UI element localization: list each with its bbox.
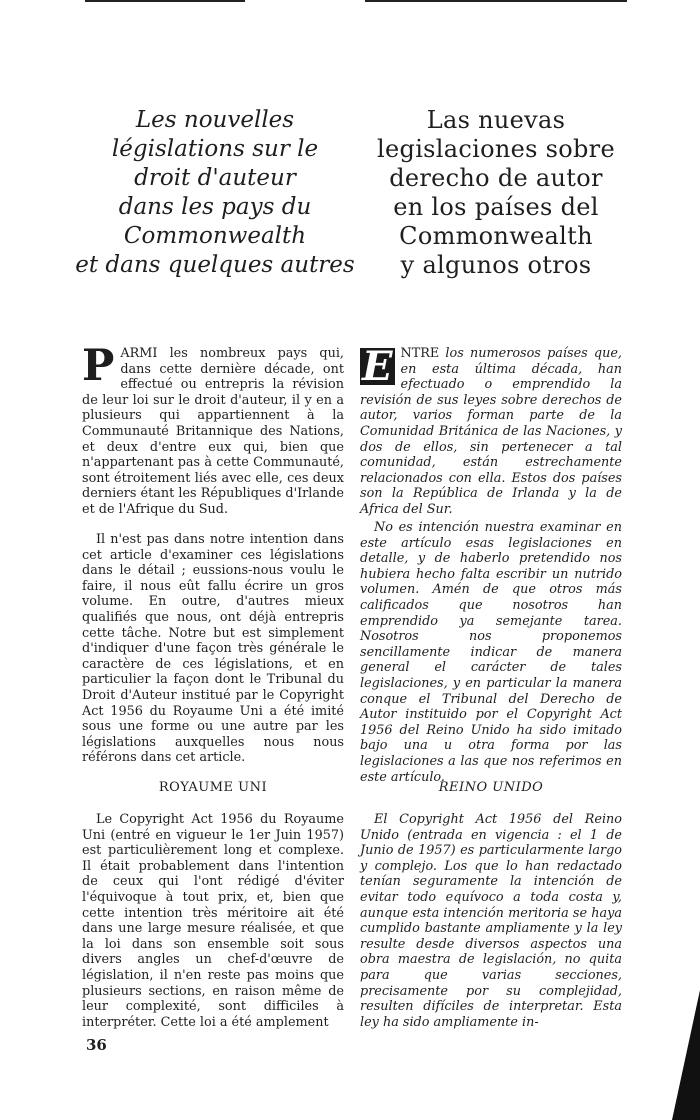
spanish-title-line: Las nuevas <box>426 106 566 134</box>
spanish-title-line: en los países del <box>393 193 599 221</box>
french-title-line: dans les pays du <box>118 194 312 220</box>
french-section-heading: ROYAUME UNI <box>158 780 268 795</box>
french-paragraph-1-text: les nombreux pays qui, dans cette dernière décade, ont effectué ou entrepris la révision de leur loi sur le droit d'auteur, il y en a plusieurs qui appartiennent à la Communauté Britannique des Nations, et deux d'entre eux qui, bien que n'appartenant pas à cette Communauté, sont étroitement liés avec elle, ces deux derniers étant les Républiques d'Irlande et de l'Afrique du Sud. <box>82 346 344 517</box>
french-paragraph-3-text: Le Copyright Act 1956 du Royaume Uni (entré en vigueur le 1er Juin 1957) est particulièrement long et complexe. Il était probablement dans l'intention de ceux qui l'ont rédigé d'éviter l'équivoque à tout prix, et, bien que cette intention très méritoire ait été dans une large mesure réalisée, et que la loi dans son ensemble soit sous divers angles un chef-d'œuvre de législation, il n'en reste pas moins que plusieurs sections, en raison même de leur complexité, sont difficiles à interpréter. Cette loi a été amplement <box>82 812 344 1030</box>
french-title-line: Les nouvelles <box>135 107 295 133</box>
spanish-section-heading: REINO UNIDO <box>438 780 544 795</box>
spanish-dropcap: E <box>362 343 393 390</box>
spanish-title-line: Commonwealth <box>399 222 593 250</box>
french-title-line: Commonwealth <box>123 223 307 249</box>
spanish-title-line: derecho de autor <box>389 164 603 192</box>
spanish-lead-caps: NTRE <box>400 346 440 361</box>
spanish-paragraph-1-text: los numerosos países que, en esta última década, han efectuado o emprendido la revisión de sus leyes sobre derechos de autor, varios forman parte de la Comunidad Británica de las Naciones, y dos de ellos, sin pertenecer a tal comunidad, están estrechamente relacionados con ella. Estos dos países son la República de Irlanda y la de Africa del Sur. <box>360 346 622 517</box>
french-title <box>70 106 360 280</box>
french-lead-caps: ARMI <box>120 346 158 361</box>
spanish-paragraph-3-text: El Copyright Act 1956 del Reino Unido (entrada en vigencia : el 1 de Junio de 1957) es particularmente largo y complejo. Los que lo han redactado tenían seguramente la intención de evitar todo equívoco a toda costa y, aunque esta intención meritoria se haya cumplido bastante ampliamente y la ley resulte desde diversos aspectos una obra maestra de legislación, no quita para que varias secciones, precisamente por su complejidad, resulten difíciles de interpretar. Esta ley ha sido ampliamente in- <box>360 812 622 1030</box>
spanish-paragraph-1 <box>360 343 622 518</box>
spanish-intro <box>360 343 622 518</box>
spanish-title <box>365 106 627 280</box>
spanish-paragraph-2 <box>360 520 622 785</box>
page-edge-shadow <box>672 990 700 1120</box>
french-paragraph-1 <box>82 341 344 518</box>
spanish-title-line: y algunos otros <box>400 251 592 279</box>
french-dropcap: P <box>82 341 115 391</box>
french-title-line: législations sur le <box>111 136 319 162</box>
top-rule-right <box>365 0 627 2</box>
french-intro <box>82 341 344 518</box>
french-paragraph-3 <box>82 812 344 1030</box>
page-number: 36 <box>86 1036 107 1054</box>
spanish-title-line: legislaciones sobre <box>377 135 615 163</box>
top-rule-left <box>85 0 245 2</box>
french-paragraph-2 <box>82 532 344 766</box>
french-title-line: droit d'auteur <box>134 165 296 191</box>
french-paragraph-2-text: Il n'est pas dans notre intention dans cet article d'examiner ces législations dans le détail ; eussions-nous voulu le faire, il nous eût fallu écrire un gros volume. En outre, d'autres mieux qualifiés que nous, ont déjà entrepris cette tâche. Notre but est simplement d'indiquer d'une façon très générale le caractère de ces législations, et en particulier la façon dont le Tribunal du Droit d'Auteur institué par le Copyright Act 1956 du Royaume Uni a été imité sous une forme ou une autre par les législations auxquelles nous nous référons dans cet article. <box>82 532 344 766</box>
french-title-line: et dans quelques autres <box>75 252 355 278</box>
spanish-paragraph-2-text: No es intención nuestra examinar en este artículo esas legislaciones en detalle, y de haberlo pretendido nos hubiera hecho falta escribir un nutrido volumen. Amén de que otros más calificados que nosotros han emprendido ya semejante tarea. Nosotros nos proponemos sencillamente indicar de manera general el carácter de tales legislaciones, y en particular la manera conque el Tribunal del Derecho de Autor instituido por el Copyright Act 1956 del Reino Unido ha sido imitado bajo una u otra forma por las legislaciones a las que nos referimos en este artículo. <box>360 520 622 785</box>
spanish-paragraph-3 <box>360 812 622 1030</box>
